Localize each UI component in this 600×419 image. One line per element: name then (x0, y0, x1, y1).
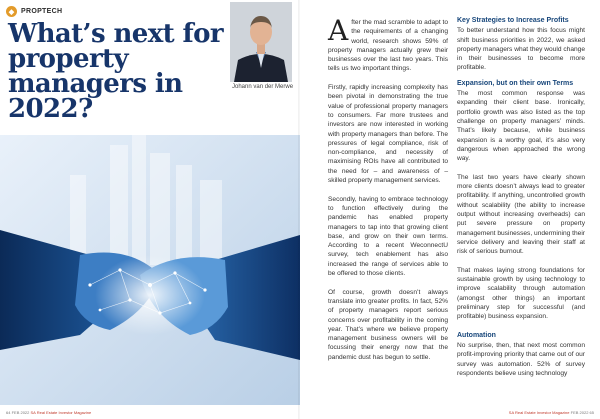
article-paragraph: The most common response was expanding their client base. Ironically, portfolio growth was also listed as the top challenge on property managers’ minds. That’s likely because, while business expansion is a worthy goal, it’s also very dangerous when approached the wrong way. (457, 90, 585, 163)
right-page-number: 65 (589, 410, 594, 415)
article-paragraph: The last two years have clearly shown more clients doesn’t always lead to greater profitability. If anything, uncontrolled growth without scalability (the ability to increase output without increasing overheads) can put severe pressure on property management businesses, undermining their service delivery and leaving their staff at risk of serious burnout. (457, 173, 585, 256)
handshake-hero-image (0, 135, 300, 405)
article-column-2 (457, 16, 585, 388)
article-paragraph: That makes laying strong foundations for sustainable growth by using technology to improve scalability through automation (amongst other things) an important preliminary step for successful (and profitable) business expansion. (457, 266, 585, 321)
subheading-key-strategies: Key Strategies to Increase Profits (457, 17, 569, 24)
drop-cap: A (328, 14, 349, 47)
left-issue-date: FEB 2022 (11, 410, 30, 415)
section-label: PROPTECH (21, 8, 63, 15)
right-page (300, 0, 600, 419)
article-paragraph: Secondly, having to embrace technology to function effectively during the pandemic has enabled property managers to tap into that growing client base, and grow on their own terms. According to a recent WeconnectU survey, tech enablement has also increased the range of services able to be offered to those clients. (328, 195, 448, 278)
section-tag (6, 6, 62, 17)
author-portrait-image (230, 2, 292, 82)
building-icon: ◆ (6, 6, 17, 17)
subheading-expansion: Expansion, but on their own Terms (457, 79, 574, 87)
subheading-automation: Automation (457, 331, 496, 339)
author-photo (230, 2, 292, 82)
article-paragraph: Firstly, rapidly increasing complexity has been pivotal in demonstrating the true value of professional property managers to consumers. Far more trustees and investors are now interested in working with property managers than before. The pressures of legal compliance, risk of non-compliance, and necessity of maximising ROIs have all contributed to the need for – and awareness of – skilled property management services. (328, 84, 448, 185)
left-publication-name: SA Real Estate Investor Magazine (30, 410, 92, 415)
right-issue-date: FEB 2022 (570, 410, 589, 415)
article-headline: What’s next for property managers in 2022? (8, 19, 223, 124)
article-paragraph: No surprise, then, that next most common profit-improving priority that came out of our survey was automation. 52% of survey respondents believe using technology (457, 342, 585, 377)
article-paragraph: After the mad scramble to adapt to the requirements of a changing world, research shows 59% of property managers actually grew their businesses over the last two years. This tells us two important things. (328, 14, 448, 73)
author-name: Johann van der Merwe (232, 84, 294, 90)
right-publication-name: SA Real Estate Investor Magazine (508, 410, 570, 415)
left-page-footer (6, 410, 91, 415)
article-paragraph: Of course, growth doesn’t always translate into greater profits. In fact, 52% of property managers report serious concerns over profitability in the coming year. That’s where we believe property management business owners will be focussing their energy now that the pandemic dust has begun to settle. (328, 288, 448, 361)
left-page-number: 64 (6, 410, 11, 415)
article-column-1 (328, 14, 448, 371)
article-paragraph: To better understand how this focus might shift business priorities in 2022, we asked property managers what they would change in their businesses to become more profitable. (457, 27, 585, 72)
right-page-footer (509, 410, 594, 415)
